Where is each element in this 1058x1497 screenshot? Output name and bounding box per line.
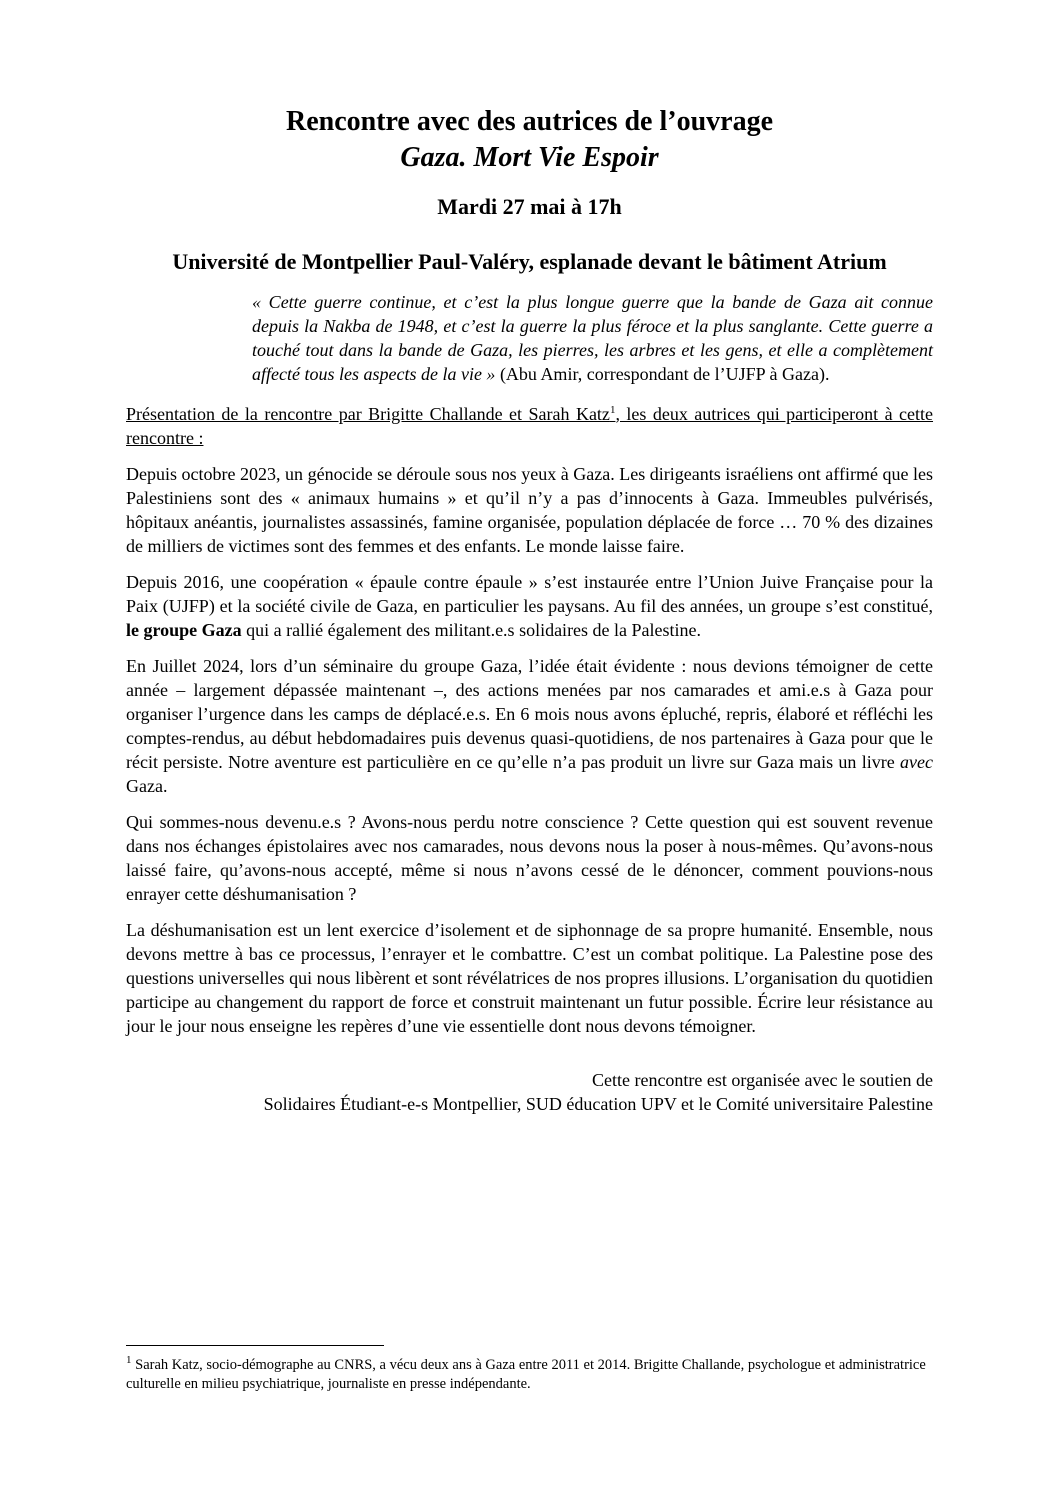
paragraph-conscience: Qui sommes-nous devenu.e.s ? Avons-nous perdu notre conscience ? Cette question qui est souvent revenue dans nos échanges épistolaires avec nos camarades, nous devons nous la poser à nous-mêmes. Qu’avons-nous laissé faire, qu’avons-nous accepté, même si nous n’avons cessé de le dénoncer, comment pouvions-nous enrayer cette déshumanisation ? [126, 812, 933, 904]
paragraph-seminar [126, 654, 933, 798]
intro-text-end: , les deux autrices qui participeront à cette rencontre : [126, 404, 934, 448]
paragraph-text: Depuis 2016, une coopération « épaule contre épaule » s’est instaurée entre l’Union Juive Française pour la Paix (UJFP) et la société civile de Gaza, en particulier les paysans. Au fil des années, un groupe s’est constitué, [126, 572, 933, 616]
paragraph-text: qui a rallié également des militant.e.s solidaires de la Palestine. [241, 620, 702, 640]
epigraph-quote [126, 290, 933, 386]
group-name-bold: le groupe Gaza [126, 620, 242, 640]
organizers-credit [126, 1068, 933, 1116]
paragraph-text: Gaza. [126, 776, 168, 796]
footnote-divider [126, 1345, 384, 1346]
title-line: Rencontre avec des autrices de l’ouvrage [285, 106, 774, 137]
footnote [126, 1356, 933, 1394]
document-title [126, 104, 933, 176]
emphasis-italic: avec [900, 752, 933, 772]
document-page [126, 104, 933, 1116]
event-date: Mardi 27 mai à 17h [437, 194, 622, 219]
presentation-heading [126, 402, 933, 450]
book-title: Gaza. Mort Vie Espoir [400, 142, 659, 173]
credit-line: Cette rencontre est organisée avec le soutien de [591, 1070, 933, 1090]
paragraph-dehumanisation: La déshumanisation est un lent exercice d’isolement et de siphonnage de sa propre humanité. Ensemble, nous devons mettre à bas ce processus, l’enrayer et le combattre. C’est un combat politique. La Palestine pose des questions universelles qui nous libèrent et sont révélatrices de nos propres illusions. L’organisation du quotidien participe au changement du rapport de force et construit maintenant un futur possible. Écrire leur résistance au jour le jour nous enseigne les repères d’une vie essentielle dont nous devons témoigner. [126, 920, 933, 1036]
quote-attribution: (Abu Amir, correspondant de l’UJFP à Gaza). [499, 364, 830, 384]
paragraph-text: En Juillet 2024, lors d’un séminaire du groupe Gaza, l’idée était évidente : nous devions témoigner de cette année – largement dépassée maintenant –, des actions menées par nos camarades et ami.e.s à Gaza pour organiser l’urgence dans les camps de déplacé.e.s. En 6 mois nous avons épluché, repris, élaboré et réfléchi les comptes-rendus, au début hebdomadaires puis devenus quasi-quotidiens, de nos partenaires à Gaza pour que le récit persiste. Notre aventure est particulière en ce qu’elle n’a pas produit un livre sur Gaza mais un livre [126, 656, 933, 772]
footnote-mark: 1 [126, 1354, 132, 1367]
footnote-reference[interactable]: 1 [609, 404, 616, 416]
event-venue: Université de Montpellier Paul-Valéry, esplanade devant le bâtiment Atrium [172, 249, 887, 274]
paragraph-cooperation [126, 570, 933, 642]
credit-organizations: Solidaires Étudiant-e-s Montpellier, SUD éducation UPV et le Comité universitaire Palestine [263, 1094, 933, 1114]
quote-text: « Cette guerre continue, et c’est la plus longue guerre que la bande de Gaza ait connue depuis la Nakba de 1948, et c’est la guerre la plus féroce et la plus sanglante. Cette guerre a touché tout dans la bande de Gaza, les pierres, les arbres et les gens, et elle a complètement affecté tous les aspects de la vie » [252, 292, 933, 384]
footnote-text: Sarah Katz, socio-démographe au CNRS, a vécu deux ans à Gaza entre 2011 et 2014. Brigitte Challande, psychologue et administratrice culturelle en milieu psychiatrique, journaliste en presse indépendante. [126, 1357, 926, 1392]
paragraph-genocide: Depuis octobre 2023, un génocide se déroule sous nos yeux à Gaza. Les dirigeants israéliens ont affirmé que les Palestiniens sont des « animaux humains » et qu’il n’y a pas d’innocents à Gaza. Immeubles pulvérisés, hôpitaux anéantis, journalistes assassinés, famine organisée, population déplacée de force … 70 % des dizaines de milliers de victimes sont des femmes et des enfants. Le monde laisse faire. [126, 464, 933, 556]
intro-text: Présentation de la rencontre par Brigitte Challande et Sarah Katz [126, 404, 610, 424]
